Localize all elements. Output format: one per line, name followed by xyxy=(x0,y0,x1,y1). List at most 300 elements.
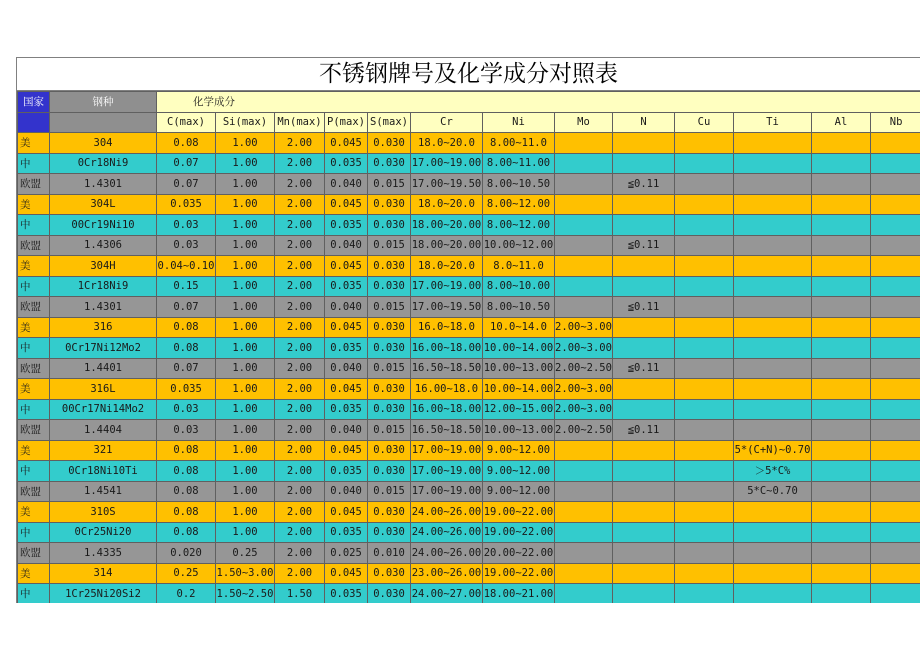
header-steel-blank[interactable] xyxy=(50,112,157,133)
table-cell[interactable]: ≦0.11 xyxy=(613,235,675,256)
table-cell[interactable]: 17.00~19.00 xyxy=(411,461,483,482)
table-cell[interactable]: 0.015 xyxy=(368,420,411,441)
table-cell[interactable] xyxy=(734,153,812,174)
table-cell[interactable]: 0.08 xyxy=(157,502,216,523)
table-cell[interactable]: 0.045 xyxy=(325,379,368,400)
table-cell[interactable] xyxy=(812,174,871,195)
table-cell[interactable] xyxy=(734,235,812,256)
table-cell[interactable]: 8.00~10.00 xyxy=(483,276,555,297)
country-cell[interactable]: 欧盟 xyxy=(18,174,50,195)
table-cell[interactable] xyxy=(675,174,734,195)
table-cell[interactable] xyxy=(871,215,920,236)
table-cell[interactable] xyxy=(675,399,734,420)
table-cell[interactable] xyxy=(871,522,920,543)
header-country[interactable]: 国家 xyxy=(18,92,50,113)
table-cell[interactable] xyxy=(871,133,920,154)
table-cell[interactable]: 0.035 xyxy=(325,276,368,297)
table-cell[interactable] xyxy=(812,215,871,236)
table-cell[interactable] xyxy=(555,153,613,174)
table-cell[interactable]: 0.08 xyxy=(157,133,216,154)
table-cell[interactable]: 19.00~22.00 xyxy=(483,563,555,584)
table-cell[interactable]: 1.00 xyxy=(216,235,275,256)
table-cell[interactable]: 2.00~3.00 xyxy=(555,379,613,400)
table-cell[interactable] xyxy=(675,440,734,461)
table-cell[interactable]: 17.00~19.00 xyxy=(411,440,483,461)
table-cell[interactable]: 0.040 xyxy=(325,420,368,441)
table-cell[interactable] xyxy=(555,584,613,604)
table-cell[interactable]: 2.00 xyxy=(275,461,325,482)
steel-grade-cell[interactable]: 1.4401 xyxy=(50,358,157,379)
table-cell[interactable]: 8.00~10.50 xyxy=(483,174,555,195)
country-cell[interactable]: 美 xyxy=(18,379,50,400)
steel-grade-cell[interactable]: 1.4541 xyxy=(50,481,157,502)
country-cell[interactable]: 欧盟 xyxy=(18,358,50,379)
table-cell[interactable]: 0.030 xyxy=(368,440,411,461)
table-cell[interactable] xyxy=(734,502,812,523)
table-cell[interactable]: 17.00~19.50 xyxy=(411,297,483,318)
table-cell[interactable]: 0.045 xyxy=(325,440,368,461)
table-cell[interactable]: 0.030 xyxy=(368,338,411,359)
table-cell[interactable]: 1.00 xyxy=(216,522,275,543)
table-cell[interactable] xyxy=(812,153,871,174)
table-cell[interactable] xyxy=(871,153,920,174)
table-cell[interactable]: 2.00~3.00 xyxy=(555,399,613,420)
table-cell[interactable]: 17.00~19.00 xyxy=(411,481,483,502)
table-cell[interactable] xyxy=(871,358,920,379)
table-cell[interactable] xyxy=(613,338,675,359)
table-cell[interactable]: 0.040 xyxy=(325,481,368,502)
table-cell[interactable]: 0.020 xyxy=(157,543,216,564)
table-cell[interactable]: 1.00 xyxy=(216,461,275,482)
table-cell[interactable]: 0.03 xyxy=(157,420,216,441)
table-cell[interactable] xyxy=(675,194,734,215)
header-col-smax[interactable]: S(max) xyxy=(368,112,411,133)
table-cell[interactable] xyxy=(555,502,613,523)
table-cell[interactable] xyxy=(871,256,920,277)
table-cell[interactable] xyxy=(555,297,613,318)
table-cell[interactable] xyxy=(613,563,675,584)
table-cell[interactable] xyxy=(613,379,675,400)
table-cell[interactable] xyxy=(613,399,675,420)
table-cell[interactable]: 0.035 xyxy=(325,461,368,482)
table-cell[interactable]: 10.00~14.00 xyxy=(483,379,555,400)
table-cell[interactable]: 0.030 xyxy=(368,379,411,400)
table-cell[interactable] xyxy=(812,194,871,215)
table-cell[interactable] xyxy=(734,215,812,236)
header-composition[interactable]: 化学成分 xyxy=(157,92,920,113)
table-cell[interactable] xyxy=(555,194,613,215)
table-cell[interactable]: 0.030 xyxy=(368,461,411,482)
table-cell[interactable]: 0.07 xyxy=(157,153,216,174)
table-cell[interactable]: 2.00 xyxy=(275,440,325,461)
table-cell[interactable] xyxy=(613,317,675,338)
header-col-cr[interactable]: Cr xyxy=(411,112,483,133)
table-cell[interactable]: 0.030 xyxy=(368,215,411,236)
table-cell[interactable] xyxy=(871,317,920,338)
country-cell[interactable]: 中 xyxy=(18,153,50,174)
table-cell[interactable] xyxy=(675,481,734,502)
steel-grade-cell[interactable]: 316L xyxy=(50,379,157,400)
table-cell[interactable]: 0.25 xyxy=(157,563,216,584)
table-cell[interactable] xyxy=(734,420,812,441)
table-cell[interactable] xyxy=(812,235,871,256)
table-cell[interactable] xyxy=(871,235,920,256)
table-cell[interactable]: 9.00~12.00 xyxy=(483,440,555,461)
steel-grade-cell[interactable]: 1.4301 xyxy=(50,174,157,195)
table-cell[interactable]: 19.00~22.00 xyxy=(483,522,555,543)
table-cell[interactable] xyxy=(812,297,871,318)
table-cell[interactable]: 18.0~20.0 xyxy=(411,256,483,277)
table-cell[interactable]: 0.03 xyxy=(157,215,216,236)
header-col-nb[interactable]: Nb xyxy=(871,112,920,133)
table-cell[interactable] xyxy=(871,420,920,441)
table-cell[interactable] xyxy=(675,420,734,441)
table-cell[interactable] xyxy=(812,133,871,154)
table-cell[interactable]: 1.00 xyxy=(216,133,275,154)
table-cell[interactable]: 0.03 xyxy=(157,399,216,420)
table-cell[interactable] xyxy=(812,522,871,543)
table-cell[interactable] xyxy=(734,297,812,318)
table-cell[interactable]: 23.00~26.00 xyxy=(411,563,483,584)
table-cell[interactable] xyxy=(812,379,871,400)
table-cell[interactable]: 16.0~18.0 xyxy=(411,317,483,338)
table-cell[interactable]: 0.015 xyxy=(368,297,411,318)
table-cell[interactable] xyxy=(555,481,613,502)
country-cell[interactable]: 美 xyxy=(18,317,50,338)
table-cell[interactable]: 0.030 xyxy=(368,256,411,277)
table-cell[interactable] xyxy=(734,399,812,420)
table-cell[interactable] xyxy=(871,276,920,297)
table-cell[interactable] xyxy=(555,256,613,277)
table-cell[interactable] xyxy=(555,215,613,236)
table-cell[interactable]: 0.25 xyxy=(216,543,275,564)
table-cell[interactable]: 5*C~0.70 xyxy=(734,481,812,502)
table-cell[interactable]: 1.00 xyxy=(216,297,275,318)
table-cell[interactable]: 0.07 xyxy=(157,174,216,195)
steel-grade-cell[interactable]: 00Cr19Ni10 xyxy=(50,215,157,236)
table-cell[interactable] xyxy=(812,256,871,277)
table-cell[interactable]: 1.00 xyxy=(216,215,275,236)
table-cell[interactable]: ≦0.11 xyxy=(613,358,675,379)
table-cell[interactable]: 0.15 xyxy=(157,276,216,297)
steel-grade-cell[interactable]: 1Cr18Ni9 xyxy=(50,276,157,297)
table-cell[interactable] xyxy=(613,584,675,604)
table-cell[interactable] xyxy=(734,174,812,195)
country-cell[interactable]: 中 xyxy=(18,399,50,420)
table-cell[interactable]: 8.00~12.00 xyxy=(483,215,555,236)
country-cell[interactable]: 中 xyxy=(18,276,50,297)
table-cell[interactable]: 2.00 xyxy=(275,543,325,564)
table-cell[interactable] xyxy=(734,194,812,215)
table-cell[interactable] xyxy=(734,543,812,564)
table-cell[interactable] xyxy=(555,522,613,543)
table-cell[interactable]: 0.015 xyxy=(368,481,411,502)
table-cell[interactable]: 0.035 xyxy=(157,379,216,400)
table-cell[interactable]: 2.00 xyxy=(275,235,325,256)
table-cell[interactable]: 1.00 xyxy=(216,502,275,523)
table-cell[interactable]: 2.00 xyxy=(275,276,325,297)
header-country-blank[interactable] xyxy=(18,112,50,133)
table-cell[interactable] xyxy=(555,133,613,154)
table-cell[interactable]: 17.00~19.00 xyxy=(411,153,483,174)
table-cell[interactable]: 5*(C+N)~0.70 xyxy=(734,440,812,461)
table-cell[interactable] xyxy=(675,317,734,338)
table-cell[interactable] xyxy=(871,502,920,523)
table-cell[interactable]: 2.00~3.00 xyxy=(555,317,613,338)
table-cell[interactable]: 8.00~12.00 xyxy=(483,194,555,215)
country-cell[interactable]: 中 xyxy=(18,338,50,359)
table-cell[interactable]: 2.00 xyxy=(275,338,325,359)
table-cell[interactable] xyxy=(555,440,613,461)
table-cell[interactable] xyxy=(613,522,675,543)
table-cell[interactable] xyxy=(613,215,675,236)
table-cell[interactable]: 1.00 xyxy=(216,338,275,359)
table-cell[interactable]: 0.030 xyxy=(368,133,411,154)
steel-grade-cell[interactable]: 304H xyxy=(50,256,157,277)
table-cell[interactable]: 0.030 xyxy=(368,584,411,604)
table-cell[interactable]: 24.00~27.00 xyxy=(411,584,483,604)
table-cell[interactable]: ＞5*C% xyxy=(734,461,812,482)
country-cell[interactable]: 美 xyxy=(18,194,50,215)
country-cell[interactable]: 美 xyxy=(18,563,50,584)
table-cell[interactable] xyxy=(675,379,734,400)
table-cell[interactable]: 2.00 xyxy=(275,215,325,236)
table-cell[interactable]: 0.030 xyxy=(368,502,411,523)
table-cell[interactable]: 19.00~22.00 xyxy=(483,502,555,523)
country-cell[interactable]: 欧盟 xyxy=(18,297,50,318)
table-cell[interactable]: 0.07 xyxy=(157,297,216,318)
steel-grade-cell[interactable]: 1.4301 xyxy=(50,297,157,318)
table-cell[interactable]: 0.045 xyxy=(325,194,368,215)
header-col-n[interactable]: N xyxy=(613,112,675,133)
table-cell[interactable]: 16.50~18.50 xyxy=(411,358,483,379)
table-cell[interactable] xyxy=(871,338,920,359)
country-cell[interactable]: 美 xyxy=(18,256,50,277)
table-cell[interactable]: 0.045 xyxy=(325,256,368,277)
header-col-ni[interactable]: Ni xyxy=(483,112,555,133)
country-cell[interactable]: 美 xyxy=(18,133,50,154)
steel-grade-cell[interactable]: 304 xyxy=(50,133,157,154)
table-cell[interactable] xyxy=(613,256,675,277)
country-cell[interactable]: 中 xyxy=(18,461,50,482)
table-cell[interactable]: 0.015 xyxy=(368,174,411,195)
table-cell[interactable]: 18.00~20.00 xyxy=(411,215,483,236)
table-cell[interactable]: 18.0~20.0 xyxy=(411,194,483,215)
table-cell[interactable]: 10.00~13.00 xyxy=(483,358,555,379)
table-cell[interactable] xyxy=(871,174,920,195)
table-cell[interactable] xyxy=(871,399,920,420)
table-cell[interactable] xyxy=(871,563,920,584)
country-cell[interactable]: 中 xyxy=(18,215,50,236)
table-cell[interactable]: 2.00 xyxy=(275,133,325,154)
table-cell[interactable] xyxy=(675,584,734,604)
table-cell[interactable]: 0.035 xyxy=(325,584,368,604)
table-cell[interactable] xyxy=(871,461,920,482)
steel-grade-cell[interactable]: 310S xyxy=(50,502,157,523)
table-cell[interactable]: 0.2 xyxy=(157,584,216,604)
table-cell[interactable]: 2.00 xyxy=(275,563,325,584)
table-cell[interactable] xyxy=(812,440,871,461)
table-cell[interactable]: 2.00 xyxy=(275,358,325,379)
table-cell[interactable] xyxy=(613,543,675,564)
table-cell[interactable] xyxy=(812,502,871,523)
table-cell[interactable] xyxy=(613,440,675,461)
country-cell[interactable]: 中 xyxy=(18,522,50,543)
table-cell[interactable] xyxy=(675,461,734,482)
table-cell[interactable] xyxy=(675,543,734,564)
table-cell[interactable]: 2.00 xyxy=(275,481,325,502)
table-cell[interactable]: 1.00 xyxy=(216,399,275,420)
header-col-cu[interactable]: Cu xyxy=(675,112,734,133)
table-cell[interactable] xyxy=(871,584,920,604)
steel-grade-cell[interactable]: 1.4306 xyxy=(50,235,157,256)
table-cell[interactable] xyxy=(613,481,675,502)
table-cell[interactable]: 1.50~3.00 xyxy=(216,563,275,584)
table-cell[interactable]: 1.00 xyxy=(216,153,275,174)
steel-grade-cell[interactable]: 0Cr18Ni10Ti xyxy=(50,461,157,482)
table-cell[interactable]: 8.0~11.0 xyxy=(483,256,555,277)
table-cell[interactable] xyxy=(555,543,613,564)
table-cell[interactable]: 0.03 xyxy=(157,235,216,256)
table-cell[interactable]: 24.00~26.00 xyxy=(411,502,483,523)
table-cell[interactable]: 0.040 xyxy=(325,358,368,379)
table-cell[interactable] xyxy=(871,440,920,461)
table-cell[interactable]: 1.00 xyxy=(216,317,275,338)
country-cell[interactable]: 欧盟 xyxy=(18,235,50,256)
steel-grade-cell[interactable]: 304L xyxy=(50,194,157,215)
table-cell[interactable]: 18.0~20.0 xyxy=(411,133,483,154)
table-cell[interactable]: 1.50 xyxy=(275,584,325,604)
table-cell[interactable] xyxy=(812,317,871,338)
steel-grade-cell[interactable]: 1.4404 xyxy=(50,420,157,441)
table-cell[interactable]: 1.00 xyxy=(216,174,275,195)
table-cell[interactable] xyxy=(734,317,812,338)
table-cell[interactable]: 0.08 xyxy=(157,461,216,482)
table-cell[interactable]: 0.045 xyxy=(325,502,368,523)
table-cell[interactable]: 0.015 xyxy=(368,358,411,379)
table-cell[interactable]: 0.030 xyxy=(368,194,411,215)
table-cell[interactable]: 2.00 xyxy=(275,399,325,420)
table-cell[interactable]: 16.00~18.00 xyxy=(411,399,483,420)
country-cell[interactable]: 欧盟 xyxy=(18,420,50,441)
table-cell[interactable] xyxy=(675,338,734,359)
table-cell[interactable] xyxy=(613,133,675,154)
table-cell[interactable]: 9.00~12.00 xyxy=(483,461,555,482)
table-cell[interactable]: 0.045 xyxy=(325,563,368,584)
table-cell[interactable]: 1.00 xyxy=(216,440,275,461)
table-cell[interactable] xyxy=(812,358,871,379)
steel-grade-cell[interactable]: 314 xyxy=(50,563,157,584)
table-cell[interactable] xyxy=(734,276,812,297)
table-cell[interactable]: 2.00 xyxy=(275,194,325,215)
table-cell[interactable]: 0.035 xyxy=(325,522,368,543)
table-cell[interactable]: 1.00 xyxy=(216,358,275,379)
table-cell[interactable] xyxy=(555,461,613,482)
table-cell[interactable] xyxy=(555,174,613,195)
country-cell[interactable]: 欧盟 xyxy=(18,543,50,564)
table-cell[interactable]: 0.08 xyxy=(157,317,216,338)
table-cell[interactable] xyxy=(675,133,734,154)
table-cell[interactable] xyxy=(871,379,920,400)
header-col-pmax[interactable]: P(max) xyxy=(325,112,368,133)
table-cell[interactable] xyxy=(871,481,920,502)
table-cell[interactable]: 0.030 xyxy=(368,276,411,297)
table-cell[interactable]: 0.015 xyxy=(368,235,411,256)
table-cell[interactable] xyxy=(734,522,812,543)
table-cell[interactable] xyxy=(734,133,812,154)
table-cell[interactable]: 2.00 xyxy=(275,522,325,543)
table-cell[interactable] xyxy=(675,502,734,523)
table-cell[interactable]: 0.030 xyxy=(368,522,411,543)
steel-grade-cell[interactable]: 316 xyxy=(50,317,157,338)
table-cell[interactable] xyxy=(675,153,734,174)
table-cell[interactable]: 1.00 xyxy=(216,276,275,297)
steel-grade-cell[interactable]: 1Cr25Ni20Si2 xyxy=(50,584,157,604)
table-cell[interactable] xyxy=(871,194,920,215)
table-cell[interactable]: 1.00 xyxy=(216,379,275,400)
table-cell[interactable]: 0.030 xyxy=(368,153,411,174)
table-cell[interactable]: 2.00 xyxy=(275,174,325,195)
table-cell[interactable]: 2.00 xyxy=(275,420,325,441)
table-cell[interactable]: 0.08 xyxy=(157,338,216,359)
table-cell[interactable]: 0.035 xyxy=(157,194,216,215)
table-cell[interactable]: 0.035 xyxy=(325,153,368,174)
header-col-simax[interactable]: Si(max) xyxy=(216,112,275,133)
steel-grade-cell[interactable]: 321 xyxy=(50,440,157,461)
table-cell[interactable] xyxy=(675,215,734,236)
table-cell[interactable]: 0.030 xyxy=(368,317,411,338)
table-cell[interactable]: 1.00 xyxy=(216,481,275,502)
table-cell[interactable]: 12.00~15.00 xyxy=(483,399,555,420)
steel-grade-cell[interactable]: 0Cr18Ni9 xyxy=(50,153,157,174)
table-cell[interactable] xyxy=(613,194,675,215)
table-cell[interactable] xyxy=(812,543,871,564)
country-cell[interactable]: 美 xyxy=(18,440,50,461)
table-cell[interactable] xyxy=(871,297,920,318)
table-cell[interactable]: 2.00 xyxy=(275,379,325,400)
table-cell[interactable]: 24.00~26.00 xyxy=(411,522,483,543)
table-cell[interactable] xyxy=(734,358,812,379)
table-cell[interactable] xyxy=(675,358,734,379)
steel-grade-cell[interactable]: 0Cr25Ni20 xyxy=(50,522,157,543)
table-cell[interactable]: 9.00~12.00 xyxy=(483,481,555,502)
country-cell[interactable]: 中 xyxy=(18,584,50,604)
table-cell[interactable] xyxy=(555,276,613,297)
table-cell[interactable] xyxy=(734,563,812,584)
table-cell[interactable]: ≦0.11 xyxy=(613,420,675,441)
table-cell[interactable]: 10.00~14.00 xyxy=(483,338,555,359)
table-cell[interactable]: 0.035 xyxy=(325,338,368,359)
table-cell[interactable] xyxy=(812,563,871,584)
table-cell[interactable]: 0.045 xyxy=(325,133,368,154)
header-col-mnmax[interactable]: Mn(max) xyxy=(275,112,325,133)
table-cell[interactable]: 24.00~26.00 xyxy=(411,543,483,564)
header-col-al[interactable]: Al xyxy=(812,112,871,133)
table-cell[interactable] xyxy=(675,522,734,543)
table-cell[interactable]: 0.040 xyxy=(325,297,368,318)
table-cell[interactable]: 0.035 xyxy=(325,399,368,420)
table-cell[interactable] xyxy=(613,502,675,523)
table-cell[interactable]: 16.50~18.50 xyxy=(411,420,483,441)
table-cell[interactable]: 18.00~21.00 xyxy=(483,584,555,604)
table-cell[interactable] xyxy=(675,235,734,256)
table-cell[interactable]: 0.08 xyxy=(157,440,216,461)
table-cell[interactable] xyxy=(555,563,613,584)
table-cell[interactable]: 0.025 xyxy=(325,543,368,564)
table-cell[interactable] xyxy=(871,543,920,564)
table-cell[interactable] xyxy=(812,481,871,502)
table-cell[interactable]: 0.040 xyxy=(325,174,368,195)
